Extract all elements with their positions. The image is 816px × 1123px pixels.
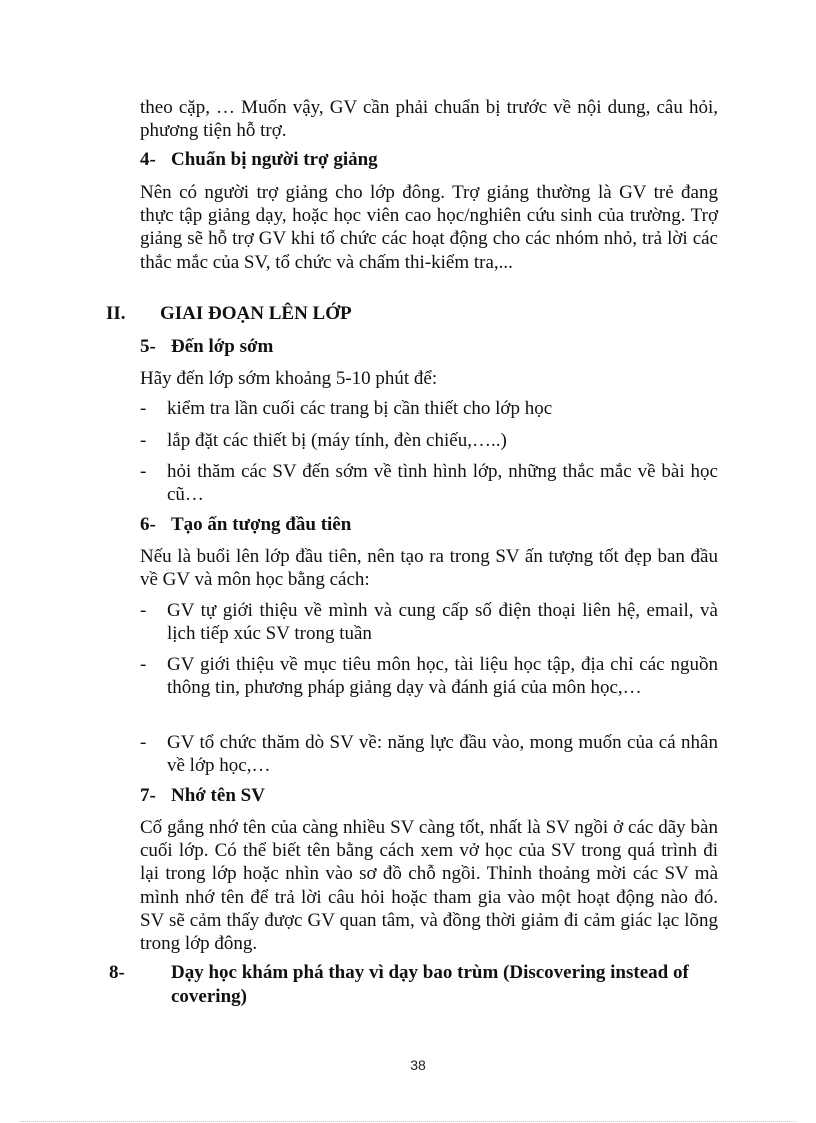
bullet-dash: - bbox=[140, 600, 147, 621]
footer-divider bbox=[20, 1121, 796, 1122]
item-5-number: 5- bbox=[140, 336, 156, 357]
item-8-number: 8- bbox=[109, 962, 125, 983]
bullet-text: lắp đặt các thiết bị (máy tính, đèn chiếu,…..) bbox=[167, 430, 507, 451]
item-5-title: Đến lớp sớm bbox=[171, 336, 274, 357]
bullet-dash: - bbox=[140, 654, 147, 675]
bullet-dash: - bbox=[140, 430, 147, 451]
section-heading bbox=[106, 302, 352, 326]
intro-paragraph: theo cặp, … Muốn vậy, GV cần phải chuẩn bị trước về nội dung, câu hỏi, phương tiện hỗ trợ. bbox=[140, 97, 718, 142]
item-4-heading bbox=[140, 148, 720, 172]
item-6-heading bbox=[140, 513, 720, 537]
item-7-title: Nhớ tên SV bbox=[171, 785, 265, 806]
item-8-title: Dạy học khám phá thay vì dạy bao trùm (Discovering instead of covering) bbox=[171, 962, 689, 1007]
item-4-title: Chuẩn bị người trợ giảng bbox=[171, 149, 378, 170]
item-5-bullet bbox=[140, 429, 718, 452]
item-7-body: Cố gắng nhớ tên của càng nhiều SV càng tốt, nhất là SV ngồi ở các dãy bàn cuối lớp. Có thể biết tên bằng cách xem vở học của SV trong quá trình đi lại trong lớp hoặc nhìn vào sơ đồ chỗ ngồi. Thỉnh thoảng mời các SV mà mình nhớ tên để trả lời câu hỏi hoặc tham gia vào một hoạt động nào đó. SV sẽ cảm thấy được GV quan tâm, và đồng thời giảm đi cảm giác lạc lõng trong lớp đông. bbox=[140, 817, 718, 955]
bullet-dash: - bbox=[140, 398, 147, 419]
section-title: GIAI ĐOẠN LÊN LỚP bbox=[160, 303, 352, 324]
item-6-lead: Nếu là buổi lên lớp đầu tiên, nên tạo ra trong SV ấn tượng tốt đẹp ban đầu về GV và môn học bằng cách: bbox=[140, 546, 718, 591]
item-6-bullet bbox=[140, 653, 718, 699]
item-8-heading bbox=[109, 961, 751, 1009]
item-4-number: 4- bbox=[140, 149, 156, 170]
item-6-bullet bbox=[140, 599, 718, 645]
item-5-bullet bbox=[140, 397, 718, 420]
item-6-title: Tạo ấn tượng đầu tiên bbox=[171, 514, 352, 535]
bullet-text: kiểm tra lần cuối các trang bị cần thiết cho lớp học bbox=[167, 398, 553, 419]
bullet-text: GV giới thiệu về mục tiêu môn học, tài liệu học tập, địa chỉ các nguồn thông tin, phương pháp giảng dạy và đánh giá của môn học,… bbox=[167, 654, 718, 699]
item-5-bullet bbox=[140, 460, 718, 506]
bullet-text: GV tổ chức thăm dò SV về: năng lực đầu vào, mong muốn của cá nhân về lớp học,… bbox=[167, 732, 718, 777]
item-7-heading bbox=[140, 784, 720, 808]
bullet-text: hỏi thăm các SV đến sớm về tình hình lớp, những thắc mắc về bài học cũ… bbox=[167, 461, 718, 506]
bullet-text: GV tự giới thiệu về mình và cung cấp số điện thoại liên hệ, email, và lịch tiếp xúc SV trong tuần bbox=[167, 600, 718, 645]
item-4-body: Nên có người trợ giảng cho lớp đông. Trợ giảng thường là GV trẻ đang thực tập giảng dạy, hoặc học viên cao học/nghiên cứu sinh của trường. Trợ giảng sẽ hỗ trợ GV khi tổ chức các hoạt động cho các nhóm nhỏ, trả lời các thắc mắc của SV, tổ chức và chấm thi-kiểm tra,... bbox=[140, 182, 718, 273]
item-5-heading bbox=[140, 335, 720, 359]
item-6-bullet bbox=[140, 731, 718, 777]
item-5-lead: Hãy đến lớp sớm khoảng 5-10 phút để: bbox=[140, 368, 438, 389]
page-number: 38 bbox=[410, 1057, 426, 1073]
item-6-number: 6- bbox=[140, 514, 156, 535]
item-7-number: 7- bbox=[140, 785, 156, 806]
bullet-dash: - bbox=[140, 461, 147, 482]
bullet-dash: - bbox=[140, 732, 147, 753]
section-roman-numeral: II. bbox=[106, 303, 126, 324]
